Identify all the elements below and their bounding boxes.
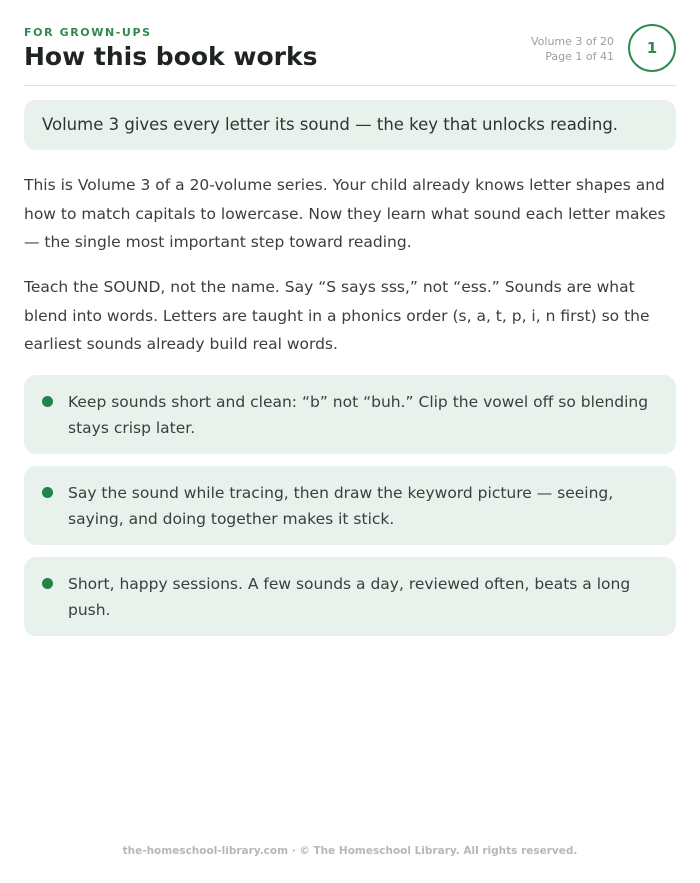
bullet-dot-icon xyxy=(42,578,53,589)
tip-text: Say the sound while tracing, then draw the keyword picture — seeing, saying, and doing together makes it stick. xyxy=(68,484,614,528)
tip-text: Short, happy sessions. A few sounds a day, reviewed often, beats a long push. xyxy=(68,575,631,619)
page-footer: the-homeschool-library.com · © The Homeschool Library. All rights reserved. xyxy=(122,845,578,857)
lead-callout: Volume 3 gives every letter its sound — the key that unlocks reading. xyxy=(24,100,676,150)
volume-info xyxy=(531,34,614,64)
tip-card xyxy=(24,375,676,454)
bullet-dot-icon xyxy=(42,396,53,407)
tip-card xyxy=(24,466,676,545)
volume-label: Volume 3 of 20 xyxy=(531,35,614,48)
eyebrow-label: FOR GROWN-UPS xyxy=(24,26,152,39)
teaching-paragraph: Teach the SOUND, not the name. Say “S says sss,” not “ess.” Sounds are what blend into words. Letters are taught in a phonics order (s, a, t, p, i, n first) so the earliest sounds already build real words. xyxy=(24,278,650,353)
bullet-dot-icon xyxy=(42,487,53,498)
tip-text: Keep sounds short and clean: “b” not “buh.” Clip the vowel off so blending stays crisp later. xyxy=(68,393,649,437)
guide-page xyxy=(24,0,676,883)
page-count-label: Page 1 of 41 xyxy=(545,50,614,63)
tip-card xyxy=(24,557,676,636)
page-title: How this book works xyxy=(24,42,318,71)
page-header xyxy=(24,24,676,86)
page-number-badge: 1 xyxy=(628,24,676,72)
intro-paragraph: This is Volume 3 of a 20-volume series. Your child already knows letter shapes and how to match capitals to lowercase. Now they learn what sound each letter makes — the single most important step toward reading. xyxy=(24,176,666,251)
